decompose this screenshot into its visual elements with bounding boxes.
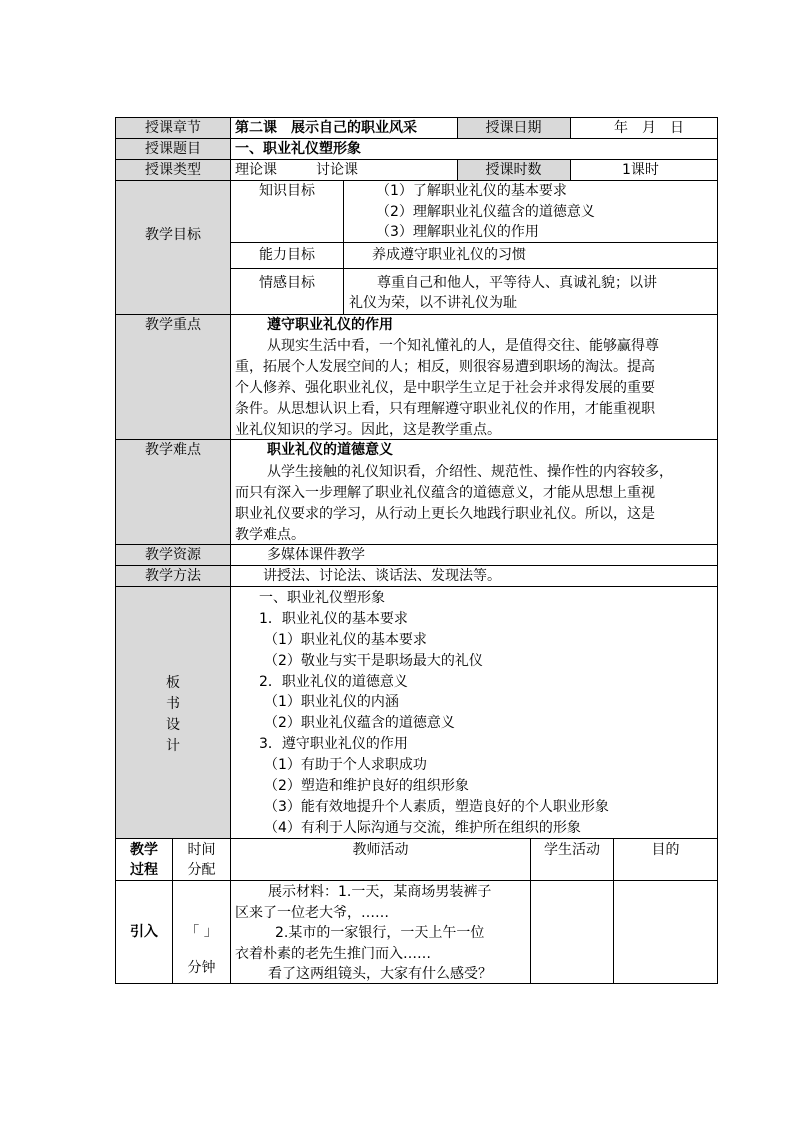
- chapter-value: 第二课 展示自己的职业风采: [235, 120, 417, 136]
- process-time-header-1: 时间: [187, 842, 216, 858]
- keypoint-line-2: 重，拓展个人发展空间的人；相反，则很容易遭到职场的淘汰。提高: [235, 359, 655, 375]
- date-label: 授课日期: [485, 120, 542, 136]
- board-line-12: （4）有利于人际沟通与交流，维护所在组织的形象: [264, 820, 581, 836]
- board-line-5: 2．职业礼仪的道德意义: [259, 674, 408, 690]
- intro-line-4: 衣着朴素的老先生推门而入……: [235, 946, 431, 962]
- ability-text: 养成遵守职业礼仪的习惯: [372, 247, 526, 263]
- difficulty-line-2: 而只有深入一步理解了职业礼仪蕴含的道德意义，才能从思想上重视: [235, 485, 655, 501]
- board-line-2: 1．职业礼仪的基本要求: [259, 611, 408, 627]
- goals-label: 教学目标: [145, 227, 201, 243]
- hline: [230, 242, 718, 243]
- topic-label: 授课题目: [145, 141, 201, 157]
- type-value-discussion: 讨论课: [316, 162, 358, 178]
- date-value: 年 月 日: [614, 120, 684, 136]
- hours-value: 1课时: [622, 162, 659, 178]
- knowledge-item-1: （1）了解职业礼仪的基本要求: [376, 183, 567, 199]
- process-time-header-2: 分配: [187, 862, 216, 878]
- chapter-label: 授课章节: [145, 120, 201, 136]
- process-stage-header-1: 教学: [130, 842, 158, 858]
- hline: [115, 838, 718, 839]
- board-line-7: （2）职业礼仪蕴含的道德意义: [264, 715, 455, 731]
- board-line-9: （1）有助于个人求职成功: [264, 757, 427, 773]
- intro-stage: 引入: [130, 924, 158, 940]
- intro-line-5: 看了这两组镜头，大家有什么感受？: [268, 966, 492, 982]
- intro-line-3: 2.某市的一家银行，一天上午一位: [275, 925, 485, 941]
- type-label: 授课类型: [145, 162, 201, 178]
- knowledge-item-3: （3）理解职业礼仪的作用: [376, 224, 539, 240]
- board-line-11: （3）能有效地提升个人素质，塑造良好的个人职业形象: [264, 799, 609, 815]
- board-line-10: （2）塑造和维护良好的组织形象: [264, 778, 469, 794]
- ability-label: 能力目标: [259, 247, 315, 263]
- intro-line-2: 区来了一位老大爷，……: [235, 905, 389, 921]
- vline: [570, 159, 571, 181]
- board-line-6: （1）职业礼仪的内涵: [264, 694, 399, 710]
- keypoint-line-3: 个人修养、强化职业礼仪，是中职学生立足于社会并求得发展的重要: [235, 380, 655, 396]
- intro-line-1: 展示材料：1.一天，某商场男装裤子: [268, 884, 492, 900]
- hline: [115, 586, 718, 587]
- keypoint-label: 教学重点: [145, 317, 201, 333]
- knowledge-item-2: （2）理解职业礼仪蕴含的道德意义: [376, 204, 595, 220]
- teacher-activity-header: 教师活动: [352, 842, 409, 858]
- methods-value: 讲授法、讨论法、谈话法、发现法等。: [263, 568, 501, 584]
- difficulty-line-4: 教学难点。: [235, 527, 305, 543]
- keypoint-title: 遵守职业礼仪的作用: [267, 317, 393, 333]
- keypoint-line-4: 条件。从思想认识上看，只有理解遵守职业礼仪的作用，才能重视职: [235, 401, 655, 417]
- vline: [343, 180, 344, 315]
- emotion-line-1: 尊重自己和他人，平等待人、真诚礼貌；以讲: [377, 275, 657, 291]
- intro-time-bracket: 「 」: [185, 924, 218, 940]
- intro-time-unit: 分钟: [187, 960, 216, 976]
- board-label-char-2: 书: [166, 696, 180, 712]
- hline: [115, 880, 718, 881]
- hours-label: 授课时数: [485, 162, 542, 178]
- label-bg-goals: [116, 181, 230, 314]
- topic-value: 一、职业礼仪塑形象: [235, 141, 361, 157]
- purpose-header: 目的: [651, 842, 680, 858]
- emotion-label: 情感目标: [259, 275, 315, 291]
- vline: [717, 117, 718, 984]
- difficulty-label: 教学难点: [145, 442, 201, 458]
- vline: [570, 117, 571, 139]
- board-line-4: （2）敬业与实干是职场最大的礼仪: [264, 653, 483, 669]
- board-label-char-1: 板: [166, 675, 180, 691]
- board-line-3: （1）职业礼仪的基本要求: [264, 632, 427, 648]
- difficulty-line-3: 职业礼仪要求的学习，从行动上更长久地践行职业礼仪。所以，这是: [235, 506, 655, 522]
- vline: [230, 117, 231, 839]
- knowledge-label: 知识目标: [259, 183, 315, 199]
- resources-value: 多媒体课件教学: [267, 547, 365, 563]
- methods-label: 教学方法: [145, 568, 201, 584]
- process-stage-header-2: 过程: [130, 862, 158, 878]
- keypoint-line-5: 业礼仪知识的学习。因此，这是教学重点。: [235, 422, 501, 438]
- resources-label: 教学资源: [145, 547, 201, 563]
- board-label-char-3: 设: [166, 717, 180, 733]
- type-value-lecture: 理论课: [235, 162, 277, 178]
- emotion-line-2: 礼仪为荣，以不讲礼仪为耻: [349, 295, 517, 311]
- board-label-char-4: 计: [166, 738, 180, 754]
- difficulty-title: 职业礼仪的道德意义: [267, 442, 393, 458]
- hline: [230, 268, 718, 269]
- board-line-8: 3．遵守职业礼仪的作用: [259, 736, 408, 752]
- board-line-1: 一、职业礼仪塑形象: [259, 590, 385, 606]
- difficulty-line-1: 从学生接触的礼仪知识看，介绍性、规范性、操作性的内容较多，: [267, 464, 673, 480]
- keypoint-line-1: 从现实生活中看，一个知礼懂礼的人，是值得交往、能够赢得尊: [267, 338, 659, 354]
- student-activity-header: 学生活动: [544, 842, 600, 858]
